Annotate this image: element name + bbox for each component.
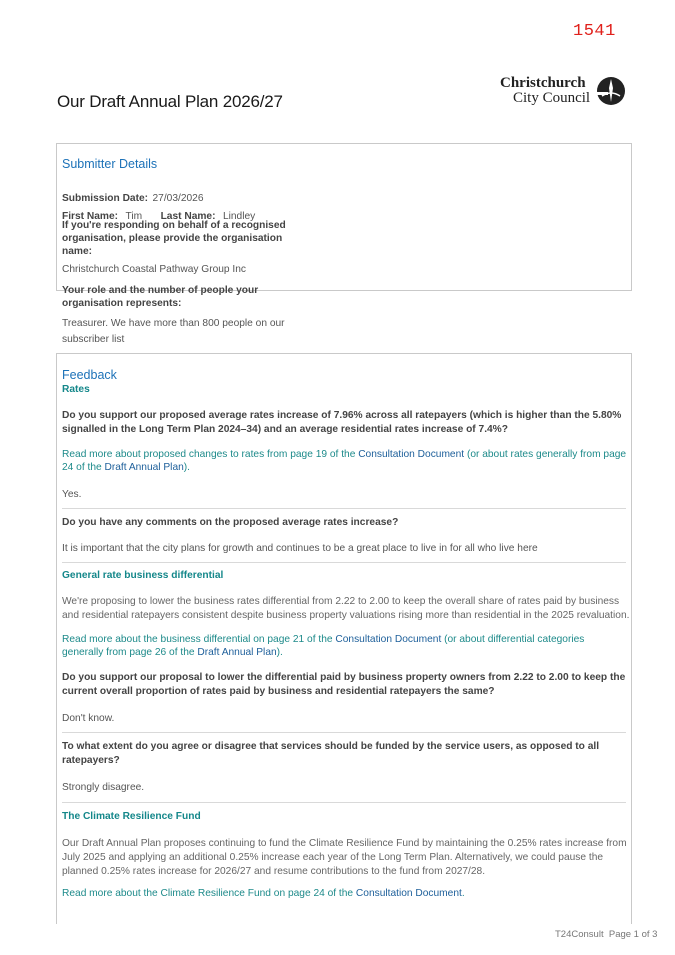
question-differential: Do you support our proposal to lower the differential paid by business property owners from 2.22 to 2.00 to keep the current overall proportion of rates paid by business and residential ratepayers the same? xyxy=(62,672,626,697)
consultation-document-link[interactable]: Consultation Document xyxy=(355,888,462,899)
differential-read-more xyxy=(62,633,627,659)
diff-link-text-e: ). xyxy=(276,647,283,658)
climate-link-text-a: Read more about the Climate Resilience Fund on page 24 of the xyxy=(62,888,356,899)
answer-differential: Don't know. xyxy=(62,713,115,724)
answer-rates-increase: Yes. xyxy=(62,489,82,500)
rates-read-more xyxy=(62,448,627,474)
logo-line1: Christchurch xyxy=(500,75,586,91)
answer-rates-comments: It is important that the city plans for growth and continues to be a great place to live in for all who live here xyxy=(62,543,538,554)
page-footer: T24Consult Page 1 of 3 xyxy=(555,929,658,940)
last-name-value: Lindley xyxy=(222,211,256,222)
last-name-label: Last Name: xyxy=(160,211,216,222)
diff-link-text-c: (or about differential categories generally from page 26 of the xyxy=(62,634,585,658)
rates-link-text-c: (or about rates generally from page 24 of the xyxy=(62,449,627,473)
climate-fund-description: Our Draft Annual Plan proposes continuing to fund the Climate Resilience Fund by maintaining the 0.25% rates increase from July 2025 and applying an additional 0.25% increase each year of the Long Term Plan. Alternatively, we could pause the planned 0.25% rates increase for 2026/27 and resume contributions to the fund from 2027/28. xyxy=(62,838,627,877)
cathedral-logo-icon xyxy=(596,76,626,106)
submission-date-row xyxy=(62,188,204,206)
logo-line2: City Council xyxy=(513,90,591,106)
submission-date-value: 27/03/2026 xyxy=(152,193,204,204)
divider xyxy=(62,802,626,803)
question-user-funded: To what extent do you agree or disagree that services should be funded by the service users, as opposed to all ratepayers? xyxy=(62,741,600,766)
climate-fund-heading: The Climate Resilience Fund xyxy=(62,811,201,822)
first-name-value: Tim xyxy=(125,211,143,222)
draft-annual-plan-link[interactable]: Draft Annual Plan xyxy=(104,462,184,473)
consultation-document-link[interactable]: Consultation Document xyxy=(335,634,442,645)
climate-link-text-c: . xyxy=(461,888,465,899)
consultation-document-link[interactable]: Consultation Document xyxy=(358,449,465,460)
question-rates-increase: Do you support our proposed average rates increase of 7.96% across all ratepayers (which is higher than the 5.80% signalled in the Long Term Plan 2024–34) and an average residential rates increase of 7.4%? xyxy=(62,410,622,435)
feedback-section-title: Feedback xyxy=(62,368,117,382)
climate-read-more xyxy=(62,887,627,900)
page-stamp-number: 1541 xyxy=(573,22,616,41)
first-name-label: First Name: xyxy=(62,211,119,222)
role-question: Your role and the number of people your organisation represents: xyxy=(62,285,259,309)
draft-annual-plan-link[interactable]: Draft Annual Plan xyxy=(197,647,277,658)
rates-link-text-a: Read more about proposed changes to rates from page 19 of the xyxy=(62,449,359,460)
rates-link-text-e: ). xyxy=(183,462,191,473)
document-title: Our Draft Annual Plan 2026/27 xyxy=(57,92,283,111)
org-answer: Christchurch Coastal Pathway Group Inc xyxy=(62,264,247,275)
rates-heading: Rates xyxy=(62,384,90,395)
differential-description: We're proposing to lower the business rates differential from 2.22 to 2.00 to keep the overall share of rates paid by business and residential ratepayers consistent despite business property valuations rising more than residential in the 2025 revaluation. xyxy=(62,596,630,621)
diff-link-text-a: Read more about the business differential on page 21 of the xyxy=(62,634,336,645)
answer-user-funded: Strongly disagree. xyxy=(62,782,145,793)
divider xyxy=(62,732,626,733)
divider xyxy=(62,508,626,509)
council-logo xyxy=(500,75,630,111)
submitter-section-title: Submitter Details xyxy=(62,157,158,171)
divider xyxy=(62,562,626,563)
role-answer: Treasurer. We have more than 800 people on our subscriber list xyxy=(62,318,285,345)
org-question: If you're responding on behalf of a recognised organisation, please provide the organisation name: xyxy=(62,220,286,257)
differential-heading: General rate business differential xyxy=(62,570,224,581)
submission-date-label: Submission Date: xyxy=(62,193,149,204)
question-rates-comments: Do you have any comments on the proposed average rates increase? xyxy=(62,517,399,528)
